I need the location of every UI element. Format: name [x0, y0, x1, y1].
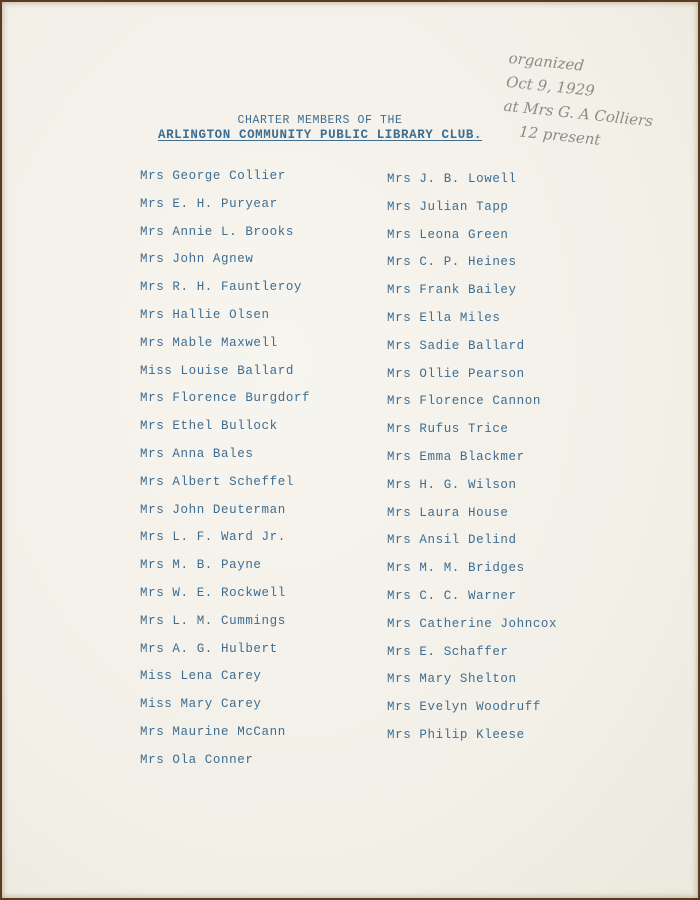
member-name: Mrs Anna Bales [140, 446, 254, 461]
member-name: Mrs Hallie Olsen [140, 307, 270, 322]
member-name: Mrs M. B. Payne [140, 558, 262, 573]
member-name: Mrs E. Schaffer [387, 644, 509, 659]
member-name: Mrs Maurine McCann [140, 724, 286, 739]
title-line-2: ARLINGTON COMMUNITY PUBLIC LIBRARY CLUB. [157, 128, 483, 142]
note-line: at Mrs G. A Colliers [502, 96, 654, 131]
member-name: Mrs Albert Scheffel [140, 474, 294, 489]
member-name: Mrs Sadie Ballard [387, 338, 525, 353]
member-name: Miss Louise Ballard [140, 363, 294, 378]
member-name: Mrs Philip Kleese [387, 727, 525, 742]
member-name: Mrs Evelyn Woodruff [387, 700, 541, 715]
member-name: Mrs Florence Burgdorf [140, 391, 311, 406]
member-name: Mrs Mary Shelton [387, 672, 517, 687]
right-member-list [387, 171, 557, 755]
handwritten-note [500, 46, 689, 160]
note-line: Oct 9, 1929 [505, 72, 596, 101]
title-line-1: CHARTER MEMBERS OF THE [237, 114, 403, 127]
member-name: Mrs Rufus Trice [387, 422, 509, 437]
note-line: organized [507, 48, 585, 75]
member-name: Mrs A. G. Hulbert [140, 641, 278, 656]
member-name: Mrs John Agnew [140, 252, 254, 267]
member-name: Mrs Ella Miles [387, 310, 501, 325]
member-name: Mrs C. C. Warner [387, 588, 517, 603]
member-name: Mrs E. H. Puryear [140, 196, 278, 211]
member-name: Mrs W. E. Rockwell [140, 585, 286, 600]
member-name: Mrs Catherine Johncox [387, 616, 558, 631]
note-line: 12 present [518, 122, 602, 149]
left-member-list [140, 168, 310, 780]
member-name: Mrs Mable Maxwell [140, 335, 278, 350]
member-name: Mrs Annie L. Brooks [140, 224, 294, 239]
member-name: Miss Lena Carey [140, 669, 262, 684]
member-name: Mrs Emma Blackmer [387, 449, 525, 464]
member-name: Mrs Ollie Pearson [387, 366, 525, 381]
member-name: Mrs Ola Conner [140, 752, 254, 767]
member-name: Mrs L. F. Ward Jr. [140, 530, 286, 545]
member-name: Mrs Frank Bailey [387, 283, 517, 298]
member-name: Mrs J. B. Lowell [387, 172, 517, 186]
member-name: Mrs Ethel Bullock [140, 419, 278, 434]
member-name: Mrs C. P. Heines [387, 255, 517, 270]
member-name: Mrs L. M. Cummings [140, 613, 286, 628]
member-name: Mrs George Collier [140, 169, 286, 183]
member-name: Mrs Laura House [387, 505, 509, 520]
member-name: Mrs Florence Cannon [387, 394, 541, 409]
member-name: Mrs Julian Tapp [387, 199, 509, 214]
member-name: Mrs Ansil Delind [387, 533, 517, 548]
member-name: Miss Mary Carey [140, 697, 262, 712]
member-name: Mrs R. H. Fauntleroy [140, 280, 303, 295]
member-name: Mrs H. G. Wilson [387, 477, 517, 492]
member-name: Mrs John Deuterman [140, 502, 286, 517]
member-name: Mrs M. M. Bridges [387, 561, 525, 576]
member-name: Mrs Leona Green [387, 227, 509, 242]
document-title [150, 114, 490, 142]
